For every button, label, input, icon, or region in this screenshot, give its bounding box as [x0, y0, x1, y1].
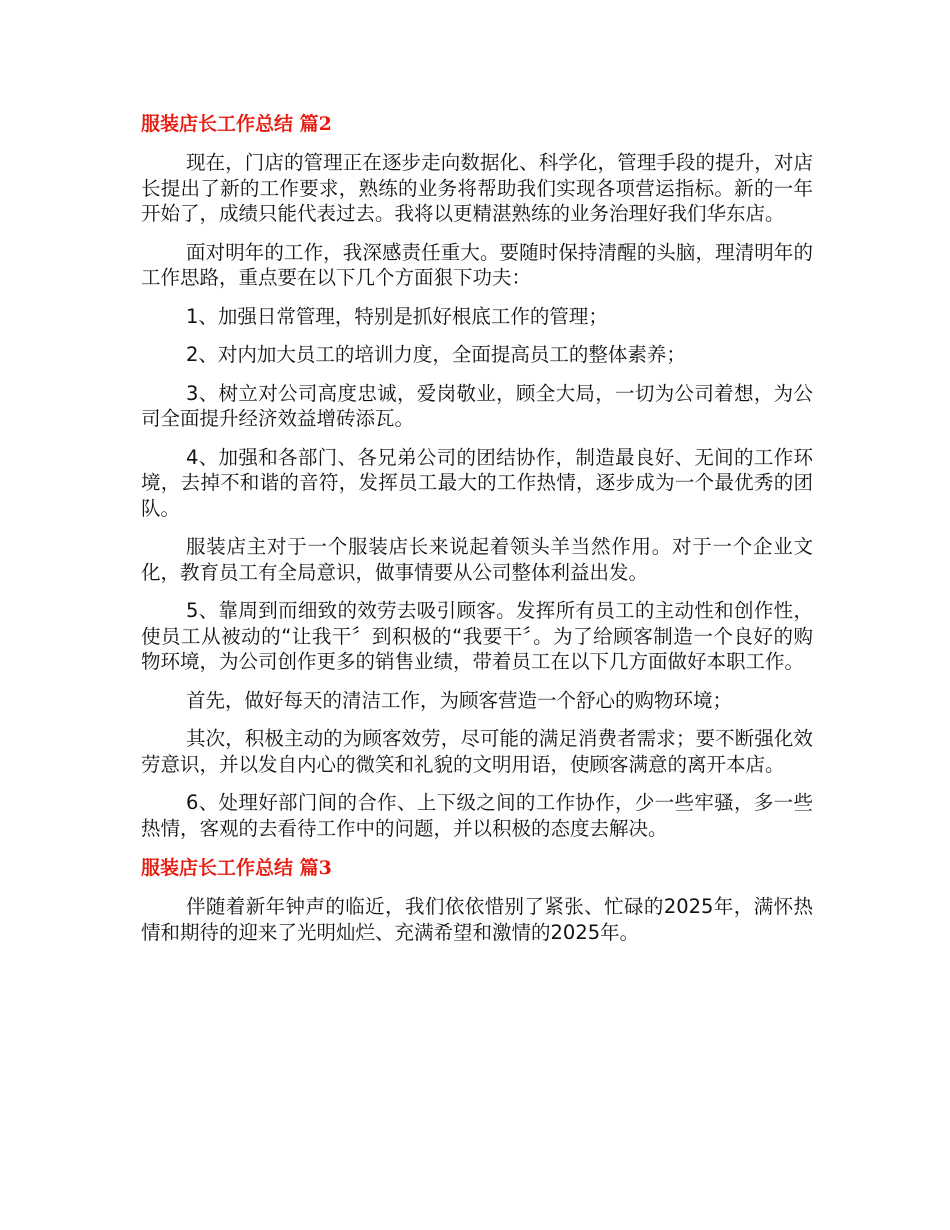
list-item-1: 1、加强日常管理，特别是抓好根底工作的管理；	[186, 304, 608, 328]
paragraph-new-year: 伴随着新年钟声的临近，我们依依惜别了紧张、忙碌的2025年，满怀热情和期待的迎来了光明灿烂、充满希望和激情的2025年。	[141, 895, 813, 944]
list-item-4: 4、加强和各部门、各兄弟公司的团结协作，制造最良好、无间的工作环境，去掉不和谐的音符，发挥员工最大的工作热情，逐步成为一个最优秀的团队。	[141, 445, 813, 520]
section-heading-2: 服装店长工作总结 篇3	[141, 857, 332, 879]
paragraph-intro: 现在，门店的管理正在逐步走向数据化、科学化，管理手段的提升，对店长提出了新的工作要求，熟练的业务将帮助我们实现各项营运指标。新的一年开始了，成绩只能代表过去。我将以更精湛熟练的业务治理好我们华东店。	[141, 151, 813, 225]
paragraph-second: 其次，积极主动的为顾客效劳，尽可能的满足消费者需求；要不断强化效劳意识，并以发自内心的微笑和礼貌的文明用语，使顾客满意的离开本店。	[141, 727, 813, 776]
section-heading-1: 服装店长工作总结 篇2	[141, 113, 332, 135]
paragraph-store-manager: 服装店主对于一个服装店长来说起着领头羊当然作用。对于一个企业文化，教育员工有全局意识，做事情要从公司整体利益出发。	[141, 535, 813, 584]
list-item-5: 5、靠周到而细致的效劳去吸引顾客。发挥所有员工的主动性和创作性，使员工从被动的“让我干〞到积极的“我要干〞。为了给顾客制造一个良好的购物环境，为公司创作更多的销售业绩，带着员工在以下几方面做好本职工作。	[141, 599, 813, 673]
list-item-6: 6、处理好部门间的合作、上下级之间的工作协作，少一些牢骚，多一些热情，客观的去看待工作中的问题，并以积极的态度去解决。	[141, 791, 813, 840]
list-item-2: 2、对内加大员工的培训力度，全面提高员工的整体素养；	[186, 343, 686, 366]
paragraph-next-year: 面对明年的工作，我深感责任重大。要随时保持清醒的头脑，理清明年的工作思路，重点要在以下几个方面狠下功夫：	[141, 240, 813, 289]
list-item-3: 3、树立对公司高度忠诚，爱岗敬业，顾全大局，一切为公司着想，为公司全面提升经济效益增砖添瓦。	[141, 381, 813, 430]
document-body	[141, 110, 813, 958]
paragraph-first: 首先，做好每天的清洁工作，为顾客营造一个舒心的购物环境；	[186, 688, 733, 712]
